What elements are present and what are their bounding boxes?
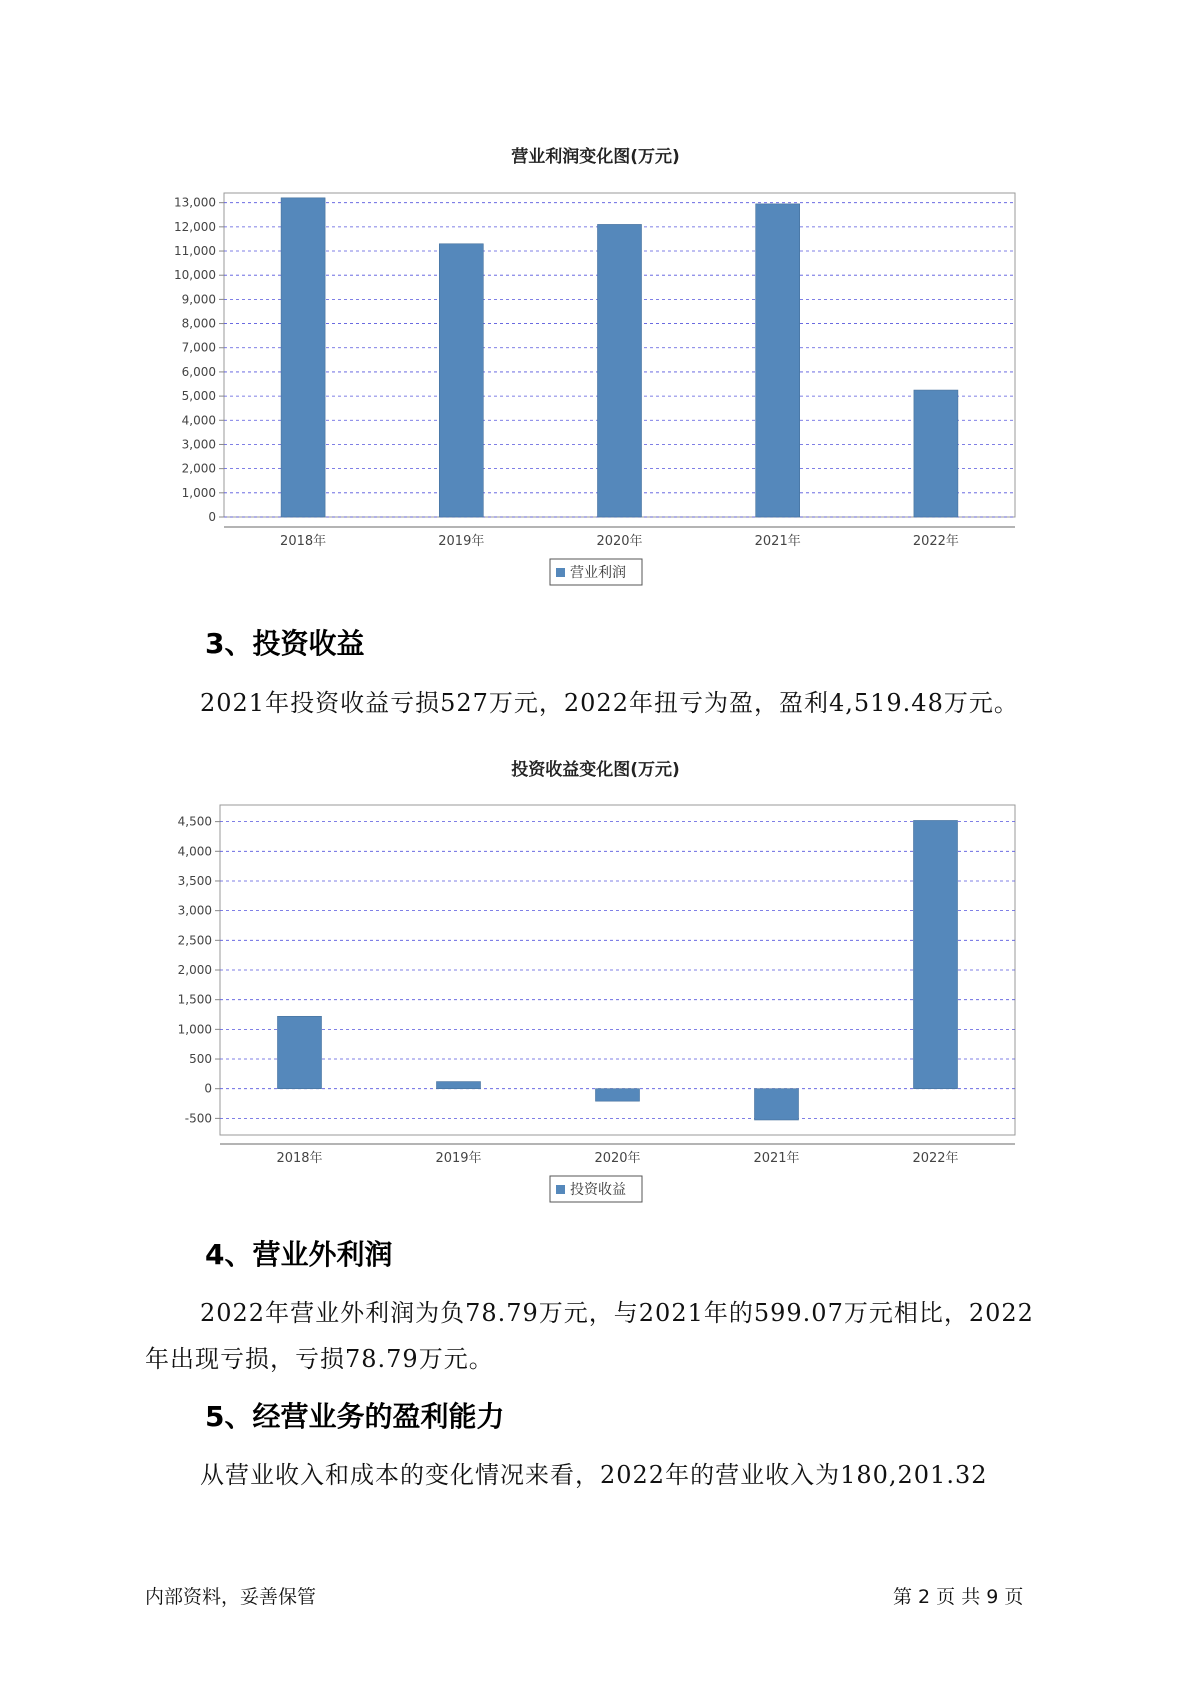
profit-y-tick-label: 5,000 <box>181 389 216 404</box>
profit-x-tick-label: 2019年 <box>438 534 485 549</box>
invest-y-tick-label: 1,000 <box>177 1022 212 1037</box>
section5-heading: 5、经营业务的盈利能力 <box>205 1400 505 1433</box>
section4-heading: 4、营业外利润 <box>205 1238 393 1271</box>
invest-bar <box>278 1016 322 1088</box>
invest-x-tick-label: 2019年 <box>435 1151 482 1166</box>
profit-x-tick-label: 2021年 <box>754 534 801 549</box>
section5-text: 从营业收入和成本的变化情况来看，2022年的营业收入为180,201.32 <box>200 1461 988 1489</box>
section4-text-line1: 2022年营业外利润为负78.79万元，与2021年的599.07万元相比，2022 <box>200 1299 1034 1327</box>
invest-y-tick-label: 1,500 <box>177 992 212 1007</box>
chart2-title: 投资收益变化图(万元) <box>511 760 680 780</box>
profit-y-tick-label: 9,000 <box>181 292 216 307</box>
profit-x-tick-label: 2018年 <box>280 534 327 549</box>
invest-legend-swatch <box>556 1185 565 1194</box>
invest-bar <box>914 820 958 1088</box>
invest-bar <box>596 1089 640 1101</box>
invest-x-tick-label: 2018年 <box>276 1151 323 1166</box>
invest-bar <box>755 1089 799 1120</box>
invest-y-tick-label: 4,500 <box>177 814 212 829</box>
profit-y-tick-label: 6,000 <box>181 364 216 379</box>
profit-y-tick-label: 2,000 <box>181 461 216 476</box>
invest-bar <box>437 1082 481 1089</box>
profit-y-tick-label: 7,000 <box>181 340 216 355</box>
chart1-title: 营业利润变化图(万元) <box>511 147 680 167</box>
invest-x-tick-label: 2022年 <box>912 1151 959 1166</box>
invest-y-tick-label: 3,500 <box>177 873 212 888</box>
invest-y-tick-label: 0 <box>204 1081 212 1096</box>
profit-y-tick-label: 11,000 <box>174 244 216 259</box>
invest-y-tick-label: 2,500 <box>177 933 212 948</box>
profit-y-tick-label: 8,000 <box>181 316 216 331</box>
invest-y-tick-label: -500 <box>184 1111 212 1126</box>
invest-y-tick-label: 500 <box>189 1052 212 1067</box>
section3-heading: 3、投资收益 <box>205 627 365 660</box>
profit-y-tick-label: 1,000 <box>181 485 216 500</box>
invest-y-tick-label: 4,000 <box>177 844 212 859</box>
profit-y-tick-label: 10,000 <box>174 268 216 283</box>
page-number: 第 2 页 共 9 页 <box>893 1586 1024 1608</box>
section4-text-line2: 年出现亏损，亏损78.79万元。 <box>145 1345 494 1373</box>
invest-y-tick-label: 3,000 <box>177 903 212 918</box>
profit-legend-label: 营业利润 <box>570 565 626 581</box>
profit-x-tick-label: 2020年 <box>596 534 643 549</box>
invest-x-tick-label: 2020年 <box>594 1151 641 1166</box>
invest-y-tick-label: 2,000 <box>177 963 212 977</box>
footer-note: 内部资料，妥善保管 <box>145 1586 317 1608</box>
profit-y-tick-label: 12,000 <box>174 219 216 234</box>
profit-y-tick-label: 0 <box>208 510 216 524</box>
section3-text: 2021年投资收益亏损527万元，2022年扭亏为盈，盈利4,519.48万元。 <box>200 689 1019 717</box>
invest-x-tick-label: 2021年 <box>753 1151 800 1166</box>
profit-y-tick-label: 13,000 <box>174 195 216 210</box>
profit-y-tick-label: 4,000 <box>181 413 216 428</box>
profit-y-tick-label: 3,000 <box>181 437 216 452</box>
invest-legend-label: 投资收益 <box>570 1182 626 1198</box>
profit-x-tick-label: 2022年 <box>912 534 959 549</box>
